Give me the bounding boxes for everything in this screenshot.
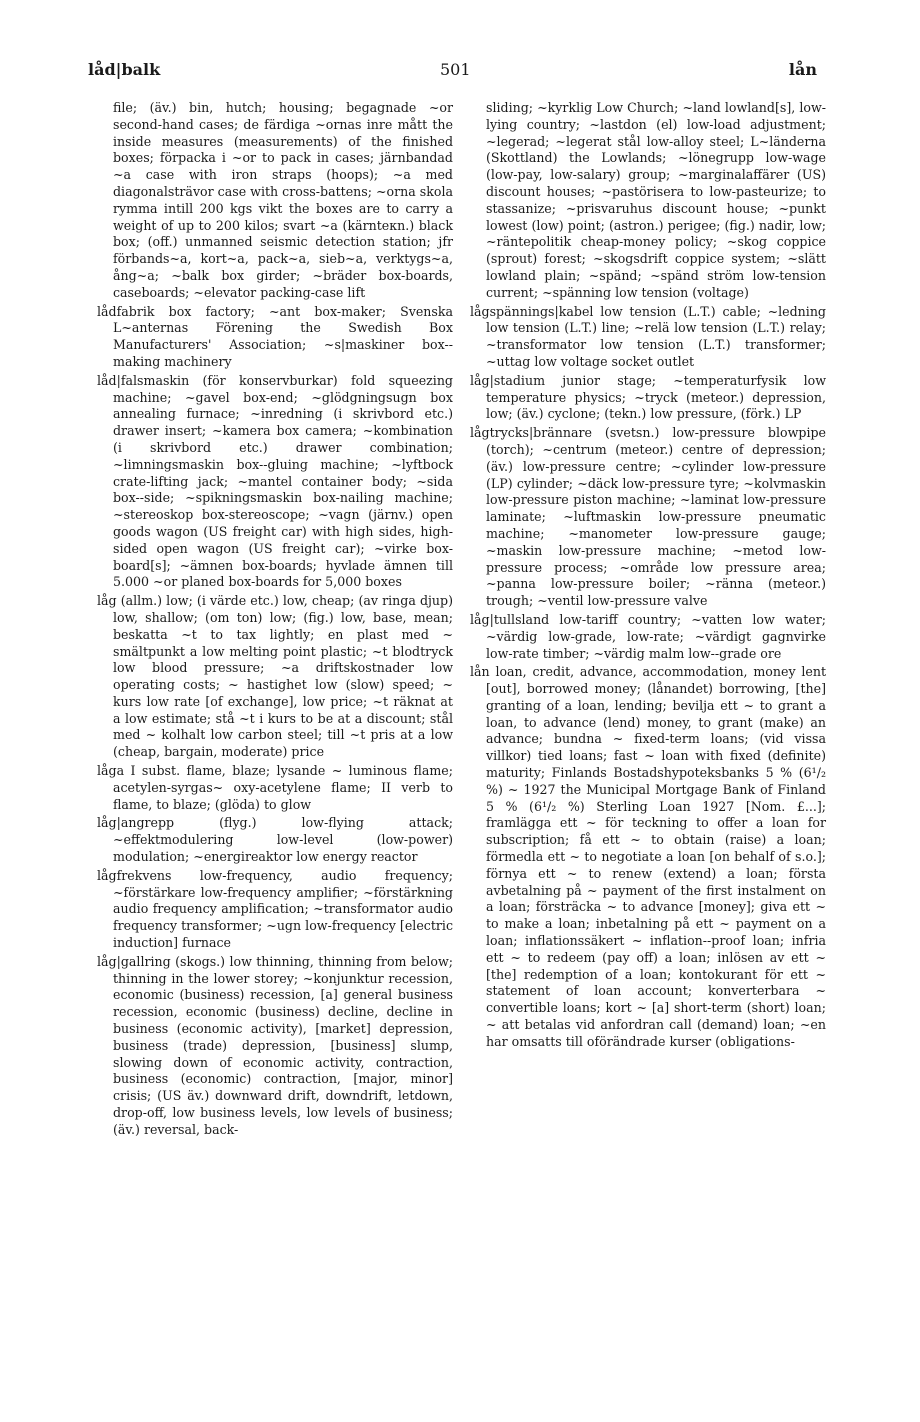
right-running-headword: lån xyxy=(788,60,817,79)
dictionary-entry: lån loan, credit, advance, accommodation, money lent [out], borrowed money; (lånandet) borrowing, [the] granting of a loan, lending; bevilja ett ~ to grant a loan, to advance (lend) money, to grant (make) an advance; bundna ~ fixed-term loans; (vid vissa villkor) tied loans; fast ~ loan with fixed (definite) maturity; Finlands Bostadshypoteksbanks 5 % (6¹/₂ %) ~ 1927 the Municipal Mortgage Bank of Finland 5 % (6¹/₂ %) Sterling Loan 1927 [Nom. £...]; framlägga ett ~ för teckning to offer a loan for subscription; få ett ~ to obtain (raise) a loan; förmedla ett ~ to negotiate a loan [on behalf of s.o.]; förnya ett ~ to renew (extend) a loan; första avbetalning på ~ payment of the first instalment on a loan; försträcka ~ to advance [money]; giva ett ~ to make a loan; inbetalning på ett ~ payment on a loan; inflationssäkert ~ inflation--proof loan; infria ett ~ to redeem (pay off) a loan; inlösen av ett ~ [the] redemption of a loan; kontokurant för ett ~ statement of loan account; konverterbara ~ convertible loans; kort ~ [a] short-term (short) loan; ~ att betalas vid anfordran call (demand) loan; ~en har omsatts till oförändrade kurser (obligations- xyxy=(470,664,826,1049)
dictionary-entry: sliding; ~kyrklig Low Church; ~land lowland[s], low-lying country; ~lastdon (el) low-load adjustment; ~legerad; ~legerat stål low-alloy steel; L~länderna (Skottland) the Lowlands; ~lönegrupp low-wage (low-pay, low-salary) group; ~marginalaffärer (US) discount houses; ~pastörisera to low-pasteurize; to stassanize; ~prisvaruhus discount house; ~punkt lowest (low) point; (astron.) perigee; (fig.) nadir, low; ~räntepolitik cheap-money policy; ~skog coppice (sprout) forest; ~skogsdrift coppice system; ~slätt lowland plain; ~spänd; ~spänd ström low-tension current; ~spänning low tension (voltage) xyxy=(486,100,826,300)
dictionary-entry: låg (allm.) low; (i värde etc.) low, cheap; (av ringa djup) low, shallow; (om ton) low; (fig.) low, base, mean; beskatta ~t to tax lightly; en plast med ~ smältpunkt a low melting point plastic; ~t blodtryck low blood pressure; ~a driftskostnader low operating costs; ~ hastighet low (slow) speed; ~ kurs low rate [of exchange], low price; ~t räknat at a low estimate; stå ~t i kurs to be at a discount; stål med ~ kolhalt low carbon steel; till ~t pris at a low (cheap, bargain, moderate) price xyxy=(97,593,453,760)
left-column xyxy=(97,100,453,1141)
left-running-headword: låd|balk xyxy=(88,60,161,79)
dictionary-entry: låg|tullsland low-tariff country; ~vatten low water; ~värdig low-grade, low-rate; ~värdigt gagnvirke low-rate timber; ~värdig malm low--grade ore xyxy=(470,611,826,661)
page-number: 501 xyxy=(440,60,471,79)
dictionary-entry: låd|falsmaskin (för konservburkar) fold squeezing machine; ~gavel box-end; ~glödgningsugn box annealing furnace; ~inredning (i skrivbord etc.) drawer insert; ~kamera box camera; ~kombination (i skrivbord etc.) drawer combination; ~limningsmaskin box--gluing machine; ~lyftbock crate-lifting jack; ~mantel container body; ~sida box--side; ~spikningsmaskin box-nailing machine; ~stereoskop box-stereoscope; ~vagn (järnv.) open goods wagon (US freight car) with high sides, high-sided open wagon (US freight car); ~virke box-board[s]; ~ämnen box-boards; hyvlade ämnen till 5.000 ~or planed box-boards for 5,000 boxes xyxy=(97,372,453,590)
dictionary-entry: låg|stadium junior stage; ~temperaturfysik low temperature physics; ~tryck (meteor.) depression, low; (äv.) cyclone; (tekn.) low pressure, (förk.) LP xyxy=(470,372,826,422)
dictionary-entry: lågtrycks|brännare (svetsn.) low-pressure blowpipe (torch); ~centrum (meteor.) centre of depression; (äv.) low-pressure centre; ~cylinder low-pressure (LP) cylinder; ~däck low-pressure tyre; ~kolvmaskin low-pressure piston machine; ~laminat low-pressure laminate; ~luftmaskin low-pressure pneumatic machine; ~manometer low-pressure gauge; ~maskin low-pressure machine; ~metod low-pressure process; ~område low pressure area; ~panna low-pressure boiler; ~ränna (meteor.) trough; ~ventil low-pressure valve xyxy=(470,425,826,609)
dictionary-entry: file; (äv.) bin, hutch; housing; begagnade ~or second-hand cases; de färdiga ~ornas inre mått the inside measures (measurements) of the finished boxes; förpacka i ~or to pack in cases; järnbandad ~a case with iron straps (hoops); ~a med diagonalsträvor case with cross-battens; ~orna skola rymma intill 200 kgs vikt the boxes are to carry a weight of up to 200 kilos; svart ~a (kärnteкn.) black box; (off.) unmanned seismic detection station; jfr förbands~a, kort~a, pack~a, sieb~a, verktygs~a, ång~a; ~balk box girder; ~bräder box-boards, caseboards; ~elevator packing-case lift xyxy=(113,100,453,300)
dictionary-entry: lådfabrik box factory; ~ant box-maker; Svenska L~anternas Förening the Swedish Box Manufacturers' Association; ~s|maskiner box--making machinery xyxy=(97,303,453,369)
dictionary-entry: låg|gallring (skogs.) low thinning, thinning from below; thinning in the lower storey; ~konjunktur recession, economic (business) recession, [a] general business recession, economic (business) decline, decline in business (economic activity), [market] depression, business (trade) depression, [business] slump, slowing down of economic activity, contraction, business (economic) contraction, [major, minor] crisis; (US äv.) downward drift, downdrift, letdown, drop-off, low business levels, low levels of business; (äv.) reversal, back- xyxy=(97,953,453,1137)
page-header xyxy=(0,60,920,84)
right-column xyxy=(470,100,826,1053)
dictionary-entry: låga I subst. flame, blaze; lysande ~ luminous flame; acetylen-syrgas~ oxy-acetylene flame; II verb to flame, to blaze; (glöda) to glow xyxy=(97,763,453,812)
dictionary-entry: lågspännings|kabel low tension (L.T.) cable; ~ledning low tension (L.T.) line; ~relä low tension (L.T.) relay; ~transformator low tension (L.T.) transformer; ~uttag low voltage socket outlet xyxy=(470,303,826,369)
dictionary-entry: lågfrekvens low-frequency, audio frequency; ~förstärkare low-frequency amplifier; ~förstärkning audio frequency amplification; ~transformator audio frequency transformer; ~ugn low-frequency [electric induction] furnace xyxy=(97,867,453,951)
dictionary-entry: låg|angrepp (flyg.) low-flying attack; ~effektmodulering low-level (low-power) modulation; ~energireaktor low energy reactor xyxy=(97,815,453,865)
